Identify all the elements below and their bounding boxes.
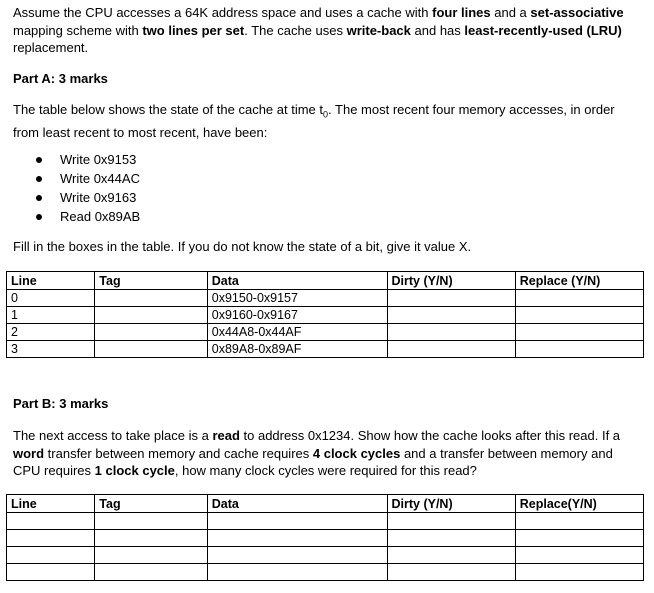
part-b-bold-3: 4 clock cycles bbox=[312, 445, 401, 461]
dirty-cell[interactable] bbox=[387, 513, 515, 530]
column-header: Replace(Y/N) bbox=[515, 495, 643, 513]
dirty-cell[interactable] bbox=[387, 307, 515, 324]
part-a-desc-subscript: 0 bbox=[323, 109, 329, 120]
dirty-cell[interactable] bbox=[387, 341, 515, 358]
replace-cell[interactable] bbox=[515, 290, 643, 307]
bullet-icon bbox=[36, 195, 42, 201]
replace-cell[interactable] bbox=[515, 547, 643, 564]
replace-cell[interactable] bbox=[515, 341, 643, 358]
table-row bbox=[7, 290, 644, 307]
tag-cell[interactable] bbox=[95, 530, 207, 547]
intro-text-4: . The cache uses bbox=[244, 22, 347, 38]
part-b-bold-2: word bbox=[13, 445, 45, 461]
part-a-cache-table bbox=[6, 271, 644, 358]
dirty-cell[interactable] bbox=[387, 530, 515, 547]
line-cell: 1 bbox=[7, 307, 95, 324]
part-b-text-5: , how many clock cycles were required for this read? bbox=[174, 463, 477, 478]
intro-bold-5: least-recently-used (LRU) bbox=[464, 22, 622, 38]
table-row bbox=[7, 513, 644, 530]
tag-cell[interactable] bbox=[95, 547, 207, 564]
table-row bbox=[7, 341, 644, 358]
bullet-icon bbox=[36, 176, 42, 182]
column-header: Tag bbox=[95, 495, 207, 513]
intro-bold-2: set-associative bbox=[530, 5, 624, 20]
part-a-instruction: Fill in the boxes in the table. If you do not know the state of a bit, give it value X. bbox=[13, 239, 472, 254]
part-b-heading: Part B: 3 marks bbox=[13, 396, 109, 411]
line-cell[interactable] bbox=[7, 530, 95, 547]
tag-cell[interactable] bbox=[95, 324, 207, 341]
table-header-row bbox=[7, 272, 644, 290]
column-header: Dirty (Y/N) bbox=[387, 495, 515, 513]
replace-cell[interactable] bbox=[515, 307, 643, 324]
intro-text-5: and has bbox=[410, 22, 465, 38]
table-row bbox=[7, 530, 644, 547]
data-cell: 0x89A8-0x89AF bbox=[207, 341, 387, 358]
data-cell[interactable] bbox=[207, 513, 387, 530]
list-item bbox=[36, 207, 140, 226]
bullet-icon bbox=[36, 157, 42, 163]
intro-text-6: replacement. bbox=[13, 40, 89, 55]
column-header: Data bbox=[207, 495, 387, 513]
access-text: Write 0x9153 bbox=[60, 152, 137, 167]
intro-bold-1: four lines bbox=[432, 5, 491, 20]
part-a-description bbox=[13, 101, 643, 142]
column-header: Data bbox=[207, 272, 387, 290]
replace-cell[interactable] bbox=[515, 564, 643, 581]
dirty-cell[interactable] bbox=[387, 324, 515, 341]
list-item bbox=[36, 188, 140, 207]
bullet-icon bbox=[36, 214, 42, 220]
access-text: Write 0x9163 bbox=[60, 190, 137, 205]
part-a-desc-post: . The most recent four memory accesses, in order from least recent to most recent, have been: bbox=[13, 102, 615, 141]
part-b-text-1: The next access to take place is a bbox=[13, 428, 213, 443]
column-header: Line bbox=[7, 495, 95, 513]
tag-cell[interactable] bbox=[95, 290, 207, 307]
dirty-cell[interactable] bbox=[387, 547, 515, 564]
line-cell: 2 bbox=[7, 324, 95, 341]
intro-text-2: and a bbox=[490, 5, 531, 20]
table-row bbox=[7, 307, 644, 324]
column-header: Tag bbox=[95, 272, 207, 290]
part-b-cache-table bbox=[6, 494, 644, 581]
line-cell[interactable] bbox=[7, 513, 95, 530]
tag-cell[interactable] bbox=[95, 341, 207, 358]
column-header: Dirty (Y/N) bbox=[387, 272, 515, 290]
part-b-paragraph bbox=[13, 427, 643, 480]
replace-cell[interactable] bbox=[515, 513, 643, 530]
part-a-heading: Part A: 3 marks bbox=[13, 71, 108, 86]
intro-text-1: Assume the CPU accesses a 64K address space and uses a cache with bbox=[13, 5, 433, 20]
intro-bold-3: two lines per set bbox=[142, 22, 245, 38]
table-row bbox=[7, 547, 644, 564]
intro-bold-4: write-back bbox=[346, 22, 411, 38]
data-cell[interactable] bbox=[207, 530, 387, 547]
line-cell[interactable] bbox=[7, 547, 95, 564]
replace-cell[interactable] bbox=[515, 530, 643, 547]
column-header: Replace (Y/N) bbox=[515, 272, 643, 290]
part-b-text-3: transfer between memory and cache requires bbox=[44, 445, 313, 461]
access-text: Read 0x89AB bbox=[60, 209, 141, 224]
access-text: Write 0x44AC bbox=[60, 171, 140, 186]
replace-cell[interactable] bbox=[515, 324, 643, 341]
data-cell[interactable] bbox=[207, 547, 387, 564]
list-item bbox=[36, 150, 140, 169]
data-cell[interactable] bbox=[207, 564, 387, 581]
table-row bbox=[7, 564, 644, 581]
intro-text-3: mapping scheme with bbox=[13, 22, 143, 38]
part-a-desc-pre: The table below shows the state of the cache at time t bbox=[13, 102, 324, 117]
table-header-row bbox=[7, 495, 644, 513]
data-cell: 0x9150-0x9157 bbox=[207, 290, 387, 307]
tag-cell[interactable] bbox=[95, 564, 207, 581]
part-b-text-4: and a transfer between memory and CPU requires bbox=[13, 445, 613, 478]
dirty-cell[interactable] bbox=[387, 564, 515, 581]
data-cell: 0x44A8-0x44AF bbox=[207, 324, 387, 341]
part-b-text-2: to address 0x1234. Show how the cache looks after this read. If a bbox=[239, 428, 621, 443]
dirty-cell[interactable] bbox=[387, 290, 515, 307]
data-cell: 0x9160-0x9167 bbox=[207, 307, 387, 324]
intro-paragraph bbox=[13, 4, 643, 57]
table-row bbox=[7, 324, 644, 341]
tag-cell[interactable] bbox=[95, 307, 207, 324]
line-cell[interactable] bbox=[7, 564, 95, 581]
part-b-bold-4: 1 clock cycle bbox=[94, 463, 175, 478]
line-cell: 0 bbox=[7, 290, 95, 307]
list-item bbox=[36, 169, 140, 188]
access-list bbox=[36, 150, 140, 226]
column-header: Line bbox=[7, 272, 95, 290]
part-b-bold-1: read bbox=[212, 428, 240, 443]
line-cell: 3 bbox=[7, 341, 95, 358]
tag-cell[interactable] bbox=[95, 513, 207, 530]
